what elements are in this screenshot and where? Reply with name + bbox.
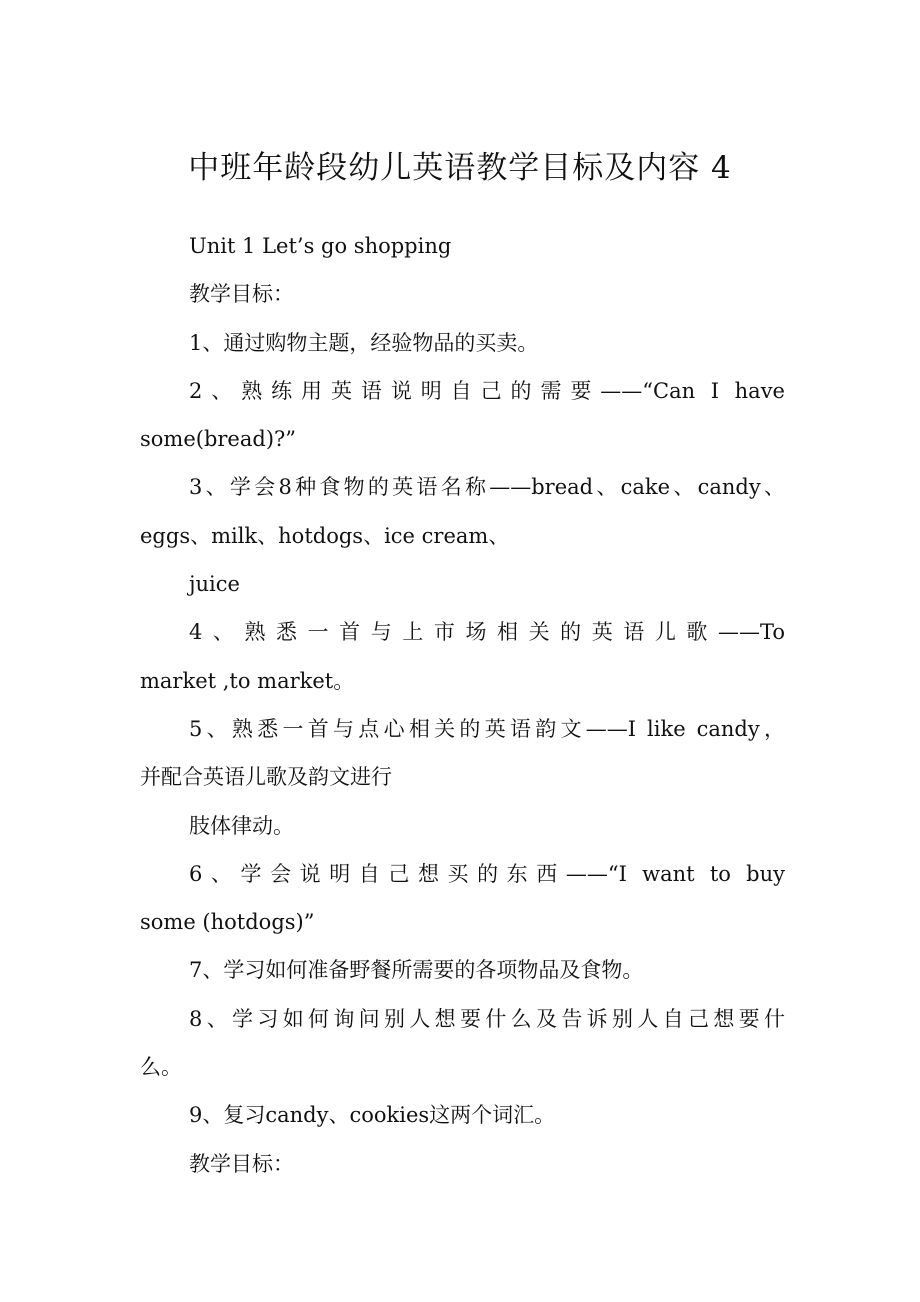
objective-3-line-1: 3、学会8种食物的英语名称——bread、cake、candy、 [189, 475, 785, 500]
objective-6-line-1: 6、学会说明自己想买的东西——“I want to buy [189, 861, 785, 886]
objective-7: 7、学习如何准备野餐所需要的各项物品及食物。 [189, 958, 644, 983]
objective-5-line-3: 肢体律动。 [189, 813, 294, 838]
objective-3-line-3: juice [189, 572, 240, 597]
document-title: 中班年龄段幼儿英语教学目标及内容 4 [188, 150, 732, 186]
objective-6-line-2: some (hotdogs)” [140, 910, 315, 935]
objective-2-line-2: some(bread)?” [140, 427, 297, 452]
objective-9: 9、复习candy、cookies这两个词汇。 [189, 1103, 556, 1128]
objective-3-line-2: eggs、milk、hotdogs、ice cream、 [140, 523, 510, 548]
section-label-objectives-2: 教学目标： [189, 1151, 294, 1176]
section-label-objectives: 教学目标： [189, 282, 294, 307]
objective-2-line-1: 2、熟练用英语说明自己的需要——“Can I have [189, 378, 785, 403]
objective-8-line-2: 么。 [140, 1055, 182, 1080]
objective-1: 1、通过购物主题，经验物品的买卖。 [189, 330, 539, 355]
document-body [140, 222, 785, 1188]
objective-4-line-2: market ,to market。 [140, 668, 355, 693]
objective-4-line-1: 4、熟悉一首与上市场相关的英语儿歌——To [189, 620, 785, 645]
objective-8-line-1: 8、学习如何询问别人想要什么及告诉别人自己想要什 [189, 1006, 785, 1031]
unit-heading: Unit 1 Let’s go shopping [189, 234, 452, 258]
objective-5-line-1: 5、熟悉一首与点心相关的英语韵文——I like candy， [189, 716, 785, 741]
objective-5-line-2: 并配合英语儿歌及韵文进行 [140, 765, 392, 790]
